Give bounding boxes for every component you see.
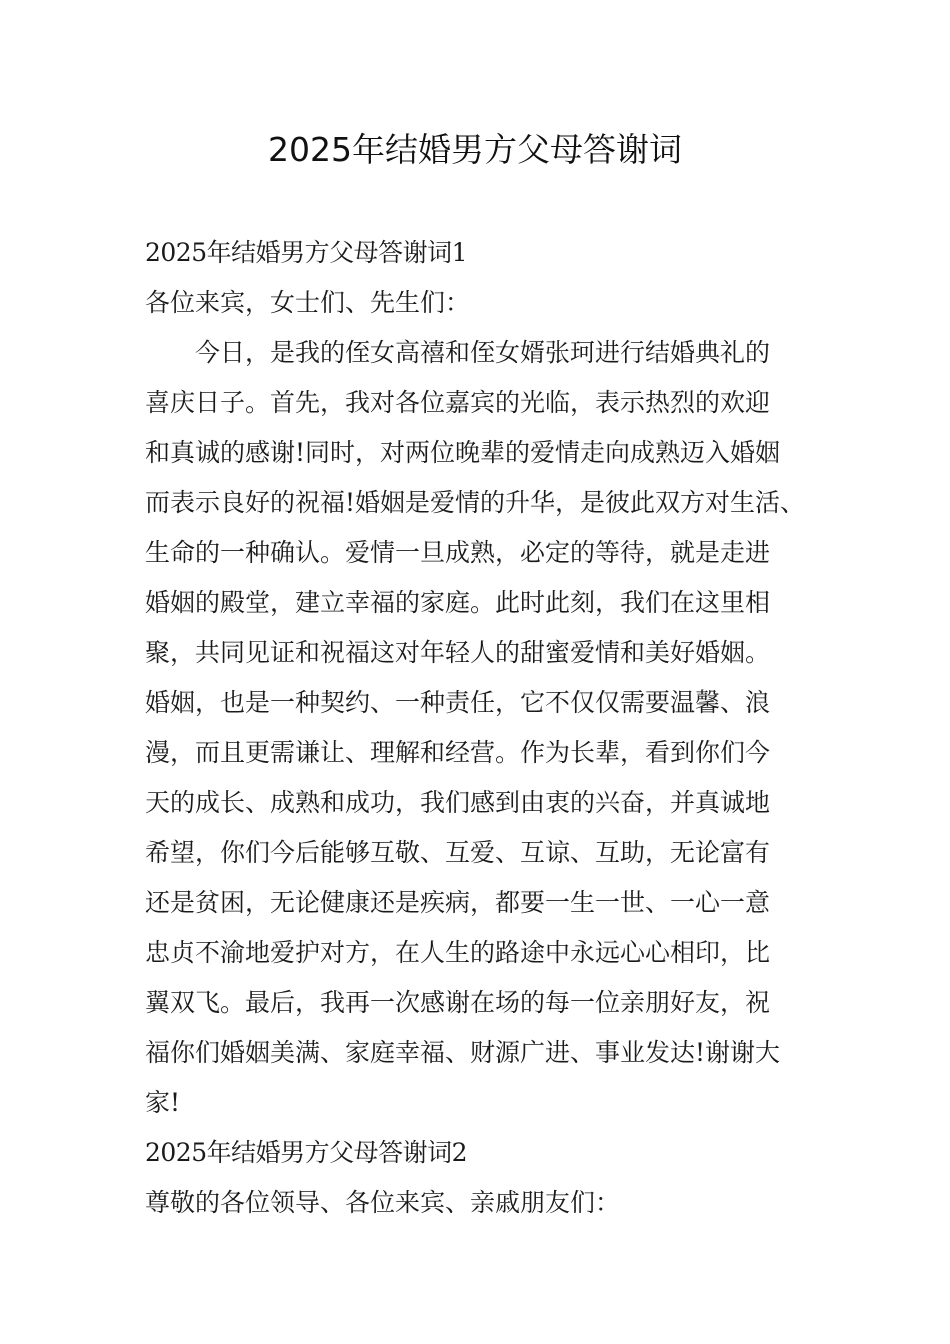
section-2-heading: 2025年结婚男方父母答谢词2	[145, 1138, 468, 1167]
paragraph-line: 喜庆日子。首先，我对各位嘉宾的光临，表示热烈的欢迎	[145, 388, 771, 417]
paragraph-line: 今日，是我的侄女高禧和侄女婿张珂进行结婚典礼的	[145, 338, 771, 367]
paragraph-line: 漫，而且更需谦让、理解和经营。作为长辈，看到你们今	[145, 738, 771, 767]
paragraph-line: 还是贫困，无论健康还是疾病，都要一生一世、一心一意	[145, 888, 771, 917]
section-1-heading: 2025年结婚男方父母答谢词1	[145, 238, 468, 267]
paragraph-line: 聚，共同见证和祝福这对年轻人的甜蜜爱情和美好婚姻。	[145, 638, 771, 667]
section-2-salutation: 尊敬的各位领导、各位来宾、亲戚朋友们：	[145, 1188, 621, 1217]
paragraph-line: 婚姻，也是一种契约、一种责任，它不仅仅需要温馨、浪	[145, 688, 771, 717]
paragraph-line: 忠贞不渝地爱护对方，在人生的路途中永远心心相印，比	[145, 938, 771, 967]
paragraph-line: 希望，你们今后能够互敬、互爱、互谅、互助，无论富有	[145, 838, 771, 867]
paragraph-line: 婚姻的殿堂，建立幸福的家庭。此时此刻，我们在这里相	[145, 588, 771, 617]
paragraph-line: 和真诚的感谢!同时，对两位晚辈的爱情走向成熟迈入婚姻	[145, 438, 781, 467]
paragraph-line: 生命的一种确认。爱情一旦成熟，必定的等待，就是走进	[145, 538, 771, 567]
section-1-salutation: 各位来宾，女士们、先生们：	[145, 288, 471, 317]
paragraph-line: 而表示良好的祝福!婚姻是爱情的升华，是彼此双方对生活、	[145, 488, 806, 517]
paragraph-line: 福你们婚姻美满、家庭幸福、财源广进、事业发达!谢谢大	[145, 1038, 781, 1067]
document-body	[145, 228, 825, 1228]
paragraph-line: 天的成长、成熟和成功，我们感到由衷的兴奋，并真诚地	[145, 788, 771, 817]
document-title: 2025年结婚男方父母答谢词	[268, 130, 682, 169]
paragraph-line: 翼双飞。最后，我再一次感谢在场的每一位亲朋好友，祝	[145, 988, 771, 1017]
paragraph-line: 家!	[145, 1088, 181, 1117]
section-1-paragraph	[145, 328, 825, 1128]
